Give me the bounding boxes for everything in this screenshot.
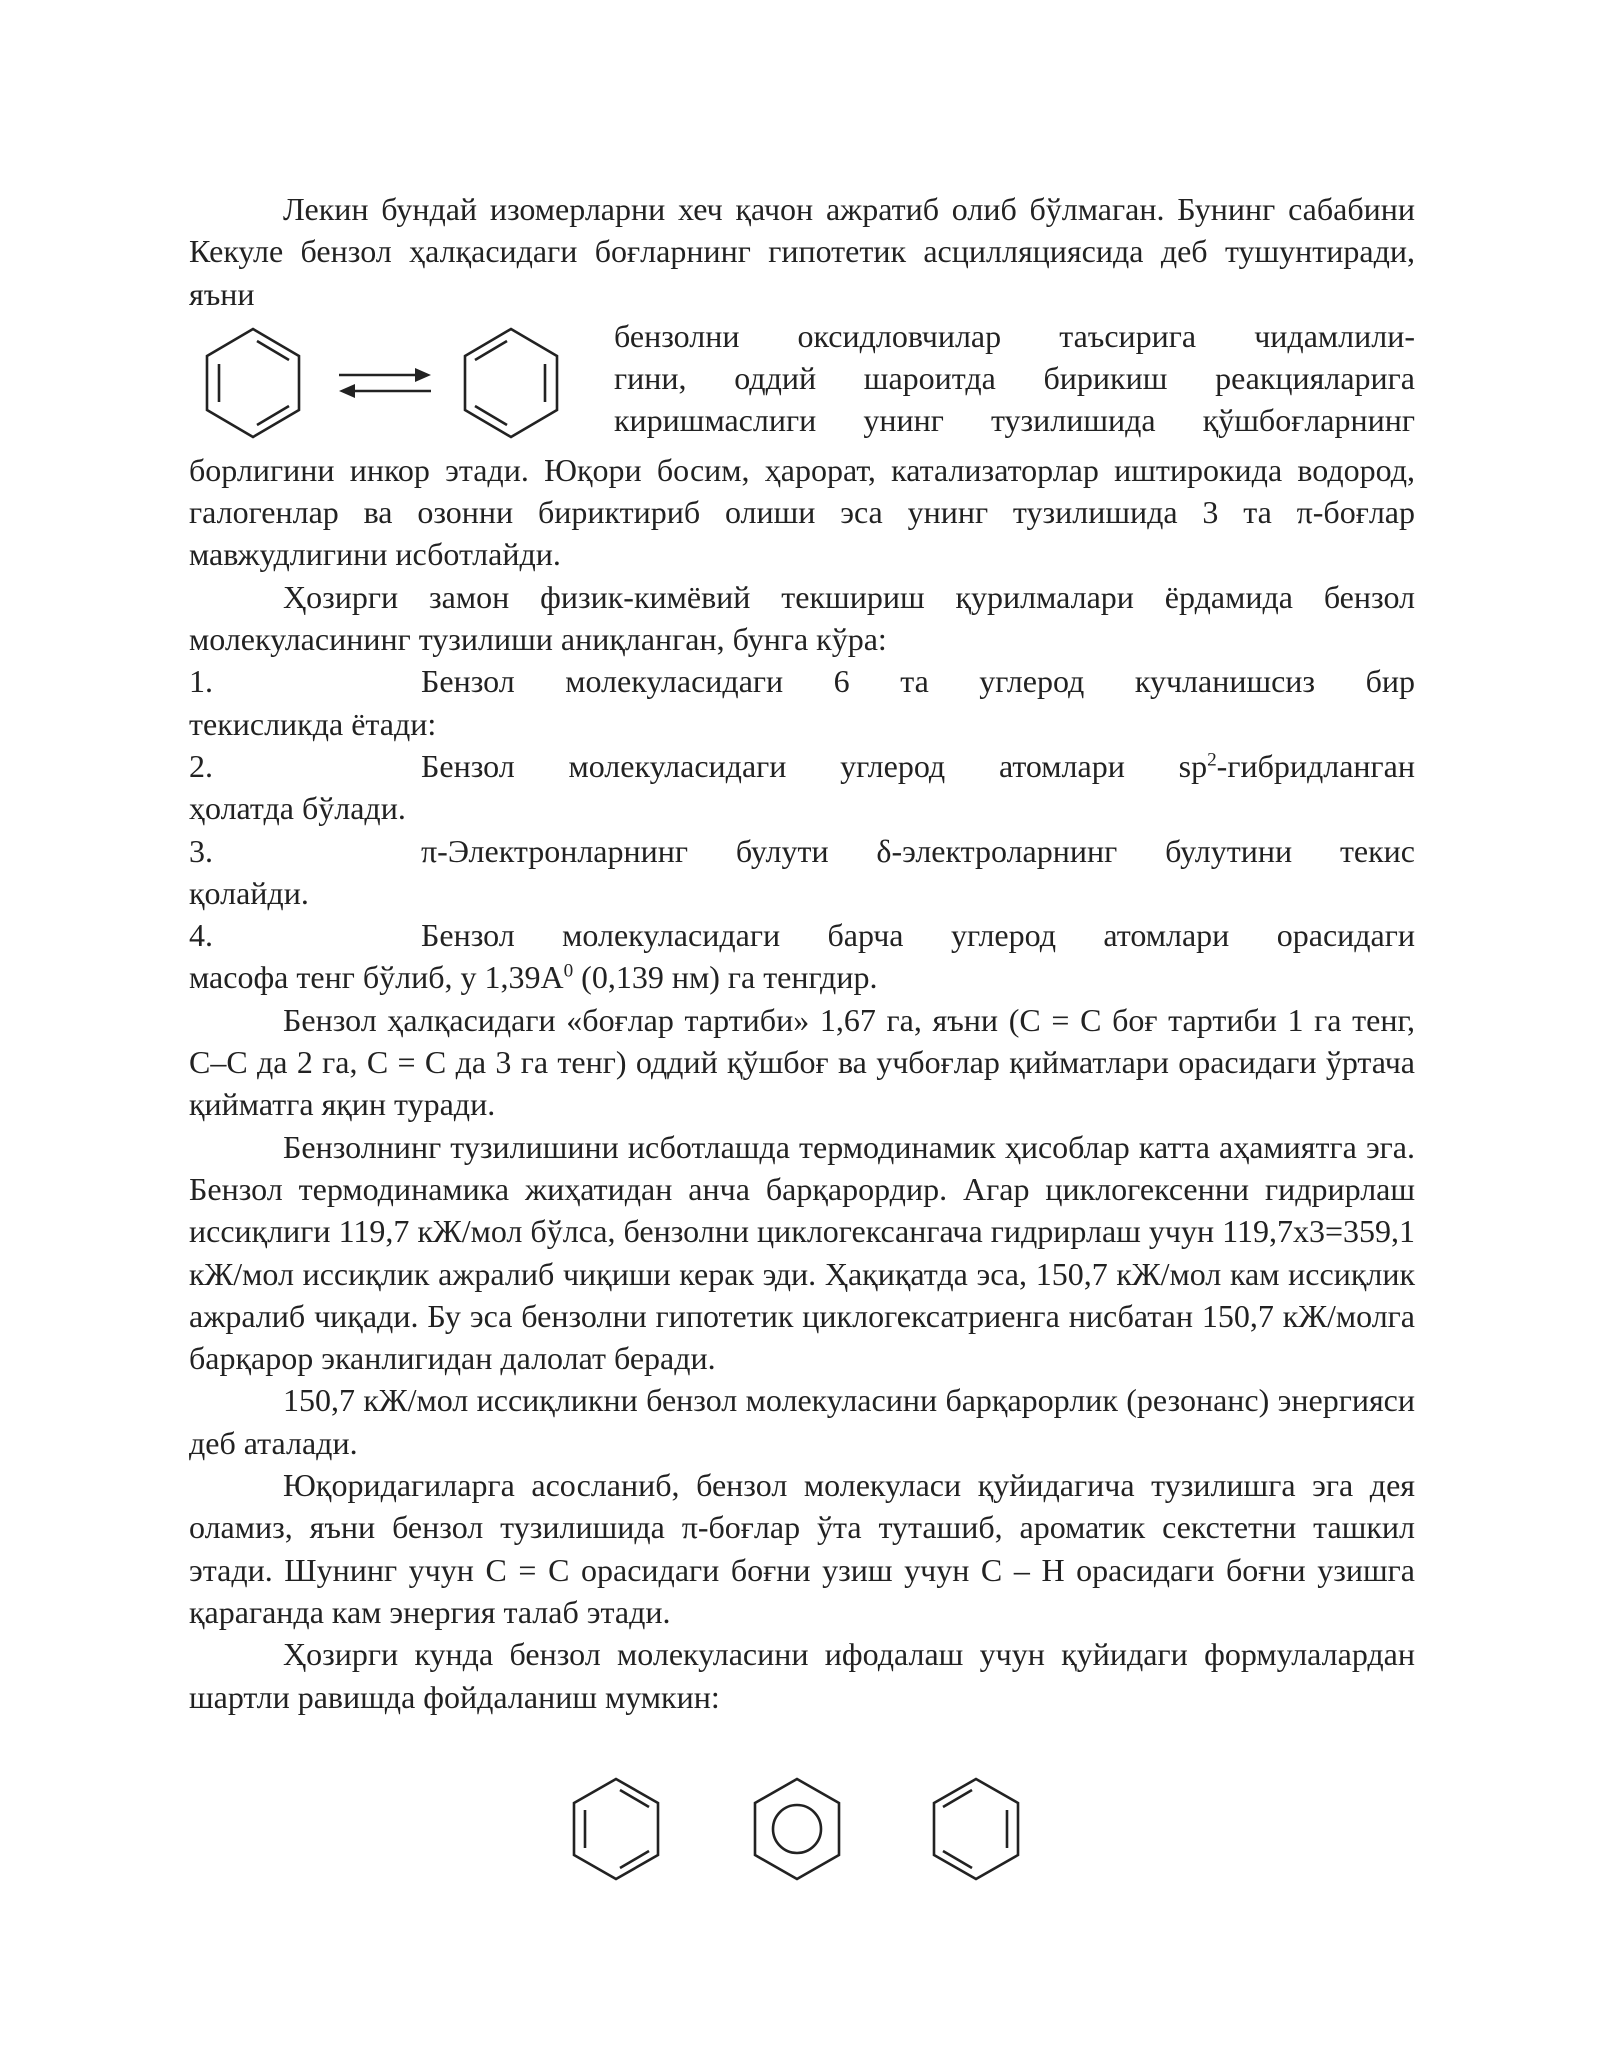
kekule-structure-a-icon bbox=[203, 325, 303, 441]
list-number: 3. bbox=[189, 832, 213, 869]
paragraph-kekule-intro: Лекин бундай изомерларни хеч қачон ажратиб олиб бўлмаган. Бунинг сабабини Кекуле бензол ҳалқасидаги боғларнинг гипотетик асцилляциясида деб тушунтиради, яъни bbox=[189, 191, 1415, 312]
list-number: 4. bbox=[189, 917, 213, 954]
list-text: π-Электронларнинг булути δ-электроларнинг булутини текис bbox=[421, 832, 1415, 869]
paragraph-resonance-energy: 150,7 кЖ/мол иссиқликни бензол молекуласини барқарорлик (резонанс) энергияси деб аталади. bbox=[189, 1382, 1415, 1461]
paragraph-line: гини, оддий шароитда бирикиш реакцияларига bbox=[614, 360, 1415, 397]
list-text-part: (0,139 нм) га тенгдир. bbox=[573, 959, 878, 996]
equilibrium-arrows-icon bbox=[335, 363, 435, 403]
paragraph-line: киришмаслиги унинг тузилишида қўшбоғларнинг bbox=[614, 402, 1415, 439]
kekule-structure-alt-icon bbox=[930, 1775, 1022, 1883]
list-item bbox=[189, 830, 1415, 915]
kekule-structure-b-icon bbox=[461, 325, 561, 441]
list-text-part: -гибридланган bbox=[1216, 747, 1415, 784]
paragraph-bonds: борлигини инкор этади. Юқори босим, ҳарорат, катализаторлар иштирокида водород, галогенлар ва озонни бириктириб олиши эса унинг тузилишида 3 та π-боғлар мавжудлигини исботлайди. bbox=[189, 451, 1415, 573]
benzene-formulas-figure bbox=[0, 1775, 1600, 1885]
list-text-cont: ҳолатда бўлади. bbox=[189, 790, 406, 827]
paragraph-bond-order: Бензол ҳалқасидаги «боғлар тартиби» 1,67 га, яъни (С = С боғ тартиби 1 га тенг, С–С да 2 га, С = С да 3 га тенг) оддий қўшбоғ ва учбоғлар қийматлари орасидаги ўртача қийматга яқин туради. bbox=[189, 1001, 1415, 1123]
list-text-cont: қолайди. bbox=[189, 874, 309, 911]
list-text: Бензол молекуласидаги 6 та углерод кучланишсиз бир bbox=[421, 663, 1415, 700]
document-page bbox=[189, 188, 1415, 1718]
paragraph-formulas-intro: Ҳозирги кунда бензол молекуласини ифодалаш учун қуйидаги формулалардан шартли равишда фойдаланиш мумкин: bbox=[189, 1636, 1415, 1715]
numbered-list bbox=[189, 660, 1415, 998]
list-item bbox=[189, 660, 1415, 745]
list-number: 1. bbox=[189, 663, 213, 700]
list-text: Бензол молекуласидаги барча углерод атомлари орасидаги bbox=[421, 917, 1415, 954]
list-text-cont bbox=[189, 956, 1415, 998]
list-text bbox=[421, 745, 1415, 787]
list-text-cont: текисликда ётади: bbox=[189, 705, 437, 742]
list-number: 2. bbox=[189, 747, 213, 784]
list-text-part: масофа тенг бўлиб, у 1,39А bbox=[189, 959, 564, 996]
paragraph-line: бензолни оксидловчилар таъсирига чидамлили- bbox=[614, 317, 1415, 354]
paragraph-modern-methods: Ҳозирги замон физик-кимёвий текшириш қурилмалари ёрдамида бензол молекуласининг тузилиши аниқланган, бунга кўра: bbox=[189, 578, 1415, 658]
paragraph-thermodynamics: Бензолнинг тузилишини исботлашда термодинамик ҳисоблар катта аҳамиятга эга. Бензол термодинамика жиҳатидан анча барқарордир. Агар циклогексенни гидрирлаш иссиқлиги 119,7 кЖ/мол бўлса, бензолни циклогексангача гидрирлаш учун 119,7х3=359,1 кЖ/мол иссиқлик ажралиб чиқиши керак эди. Ҳақиқатда эса, 150,7 кЖ/мол кам иссиқлик ажралиб чиқади. Бу эса бензолни гипотетик циклогексатриенга нисбатан 150,7 кЖ/молга барқарор эканлигидан далолат беради. bbox=[189, 1128, 1415, 1377]
kekule-section bbox=[189, 315, 1415, 442]
list-item bbox=[189, 745, 1415, 830]
superscript: 0 bbox=[563, 960, 574, 982]
list-text-part: Бензол молекуласидаги углерод атомлари sp bbox=[421, 747, 1208, 784]
list-item bbox=[189, 914, 1415, 999]
kekule-equilibrium-figure bbox=[189, 323, 614, 449]
aromatic-ring-icon bbox=[751, 1775, 843, 1883]
kekule-structure-icon bbox=[570, 1775, 662, 1883]
paragraph-conclusion: Юқоридагиларга асосланиб, бензол молекуласи қуйидагича тузилишга эга дея оламиз, яъни бензол тузилишида π-боғлар ўта туташиб, ароматик секстетни ташкил этади. Шунинг учун С = С орасидаги боғни узиш учун С – Н орасидаги боғни узишга қараганда кам энергия талаб этади. bbox=[189, 1467, 1415, 1630]
superscript: 2 bbox=[1207, 749, 1217, 771]
